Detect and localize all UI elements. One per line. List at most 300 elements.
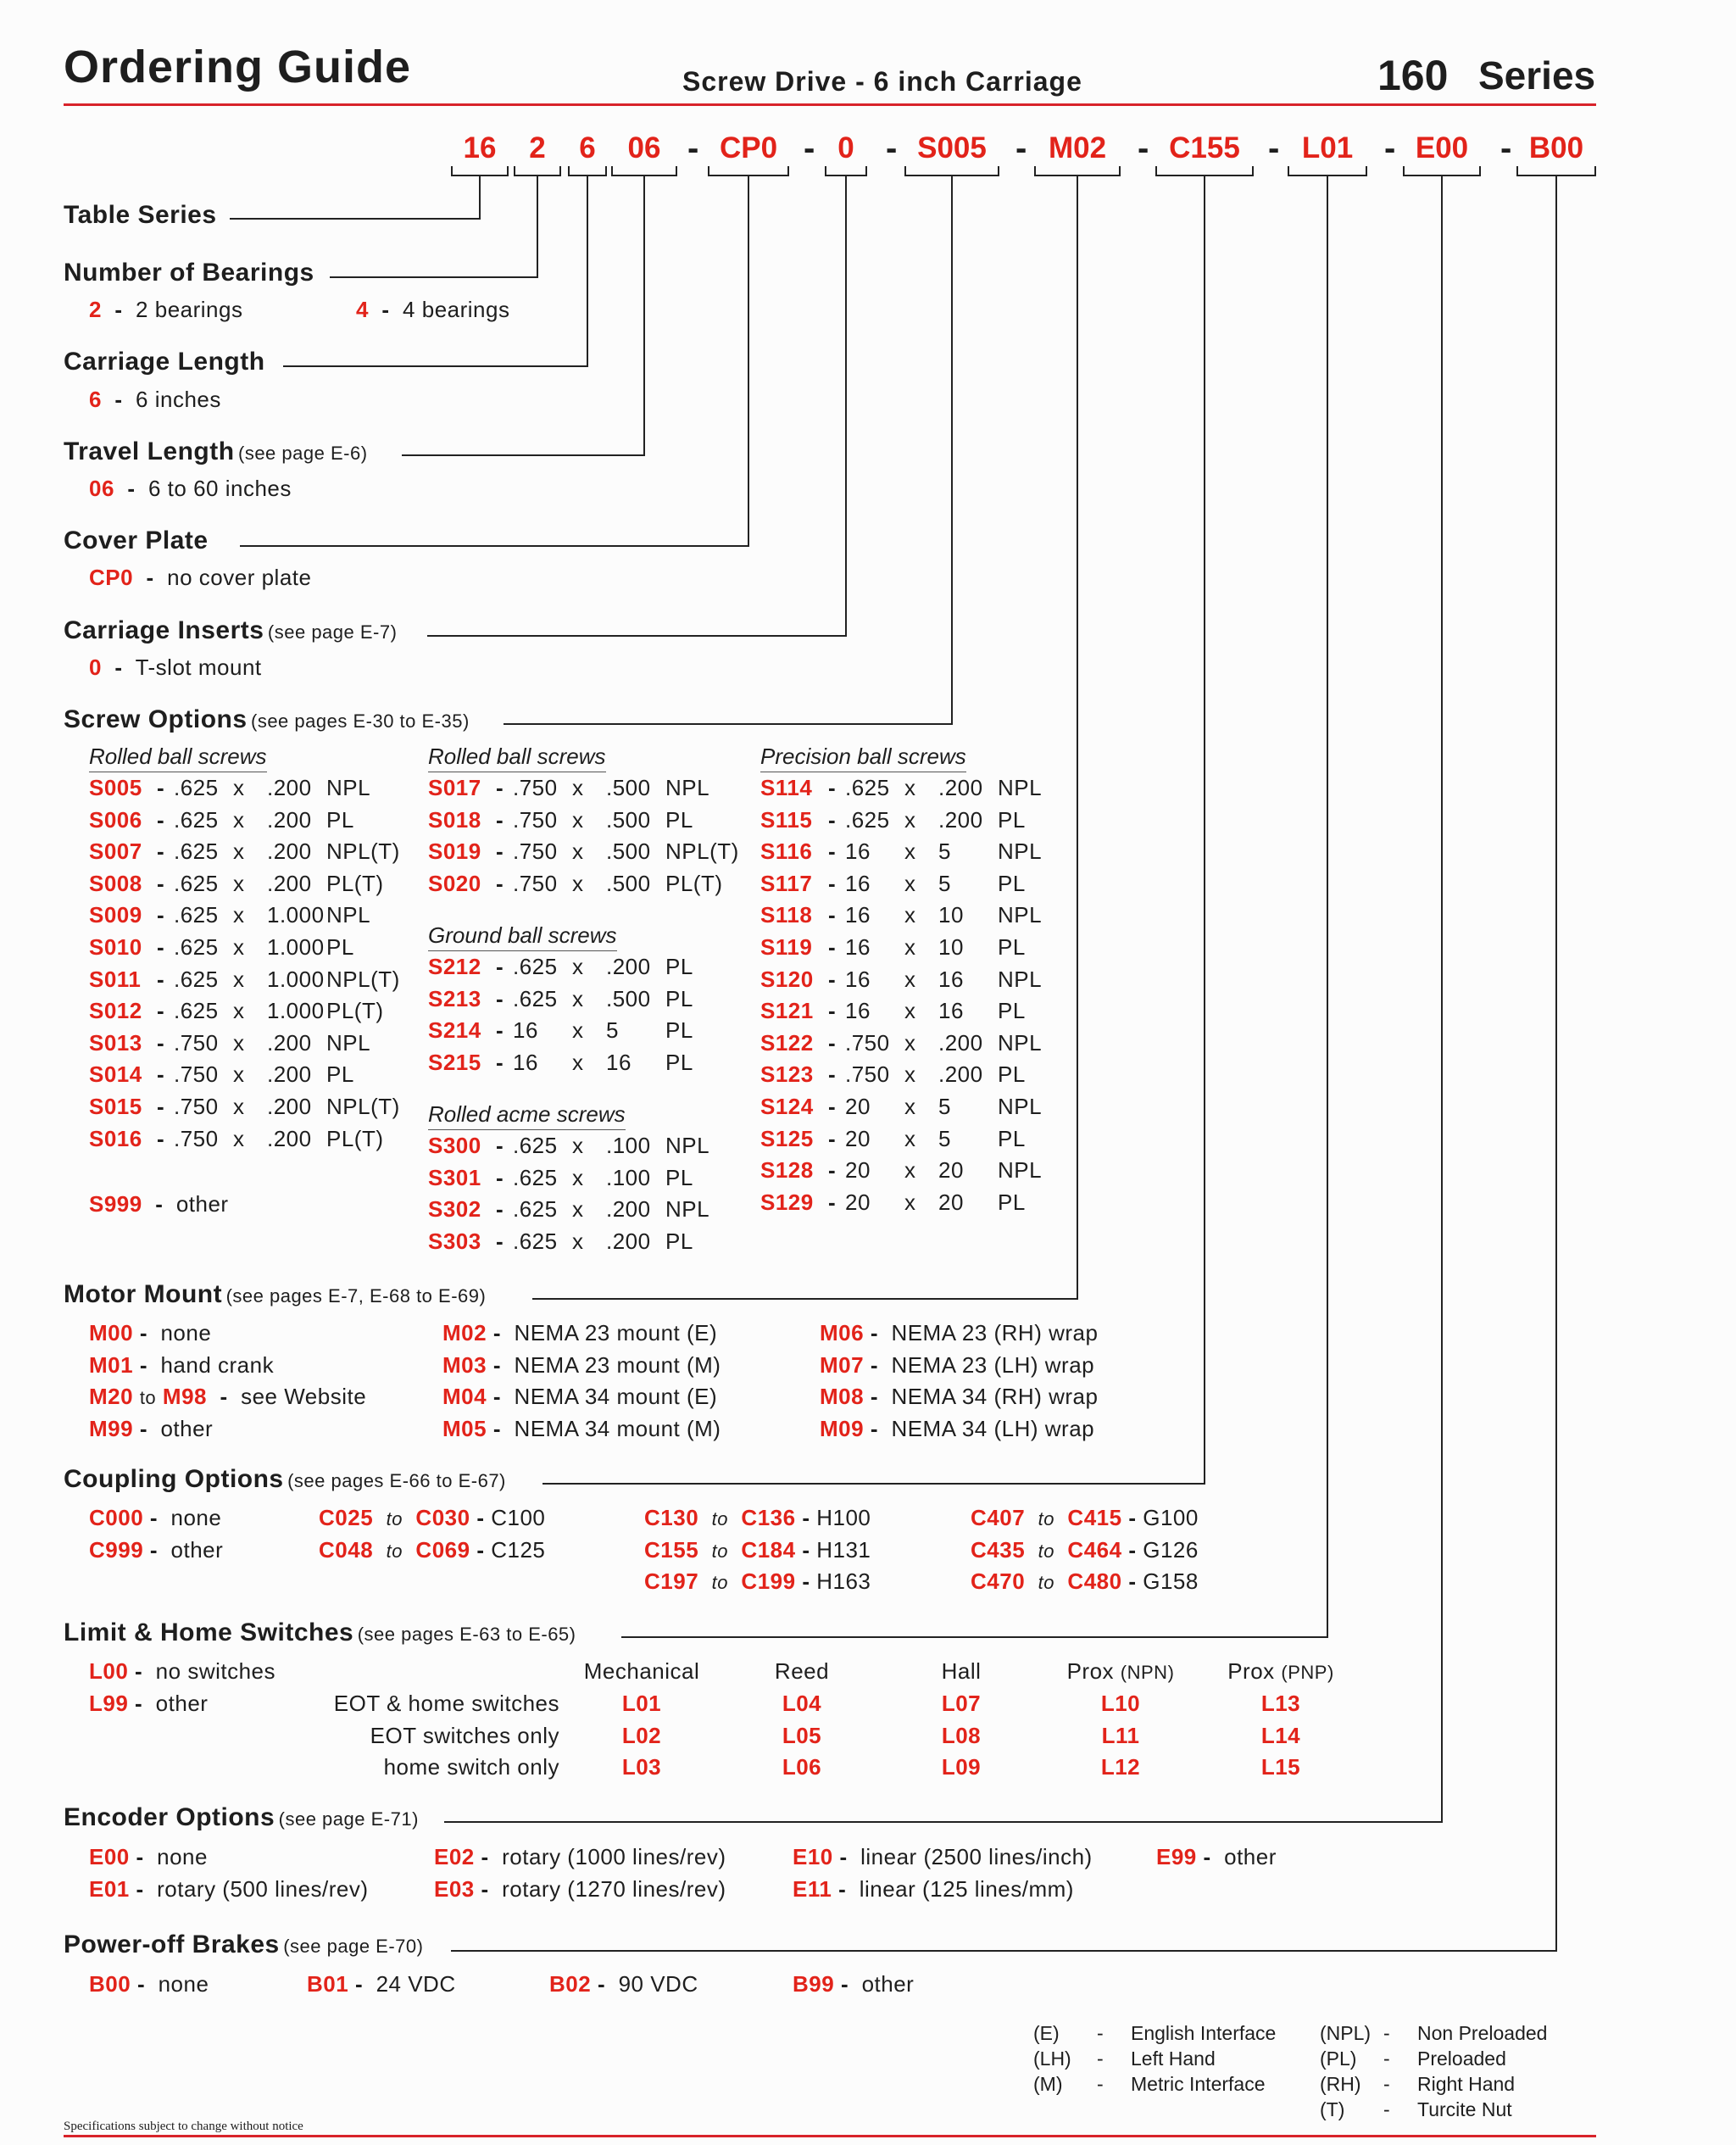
screw-d: .625: [174, 902, 219, 928]
screw-x: x: [904, 998, 916, 1024]
screw-code: S012: [89, 998, 142, 1024]
code-segment: M02: [1048, 131, 1107, 164]
legend-desc: Preloaded: [1417, 2048, 1506, 2070]
range-to: to: [386, 1540, 403, 1562]
screw-x: x: [904, 1125, 916, 1151]
leader-line: [504, 176, 952, 724]
option-sep: -: [481, 1844, 489, 1869]
option-desc: none: [157, 1844, 208, 1869]
option-code: E00: [89, 1844, 130, 1869]
screw-t: PL: [998, 1189, 1026, 1215]
legend-desc: Left Hand: [1131, 2048, 1216, 2070]
screw-x: x: [904, 902, 916, 928]
screw-code: S005: [89, 775, 142, 800]
option-desc: G158: [1143, 1568, 1199, 1595]
screw-sep: -: [828, 1094, 837, 1119]
range-to: to: [1038, 1540, 1054, 1562]
screw-sep: -: [828, 1189, 837, 1215]
option-cover-cp0: CP0 - no cover plate: [89, 565, 312, 590]
option-sep: -: [492, 1351, 501, 1378]
screw-t: PL: [998, 998, 1026, 1024]
option-sep: -: [354, 1971, 364, 1997]
screw-t: NPL(T): [326, 966, 400, 992]
option-bearings-2: 2 - 2 bearings: [89, 297, 243, 322]
screw-d: .625: [174, 775, 219, 800]
screw-x: x: [572, 1164, 584, 1190]
section-title-carriage-inserts: Carriage Inserts (see page E-7): [64, 616, 398, 644]
screw-code: S213: [428, 985, 481, 1011]
screw-code: S215: [428, 1049, 481, 1075]
screw-t: NPL: [665, 775, 710, 800]
screw-code: S114: [760, 775, 813, 800]
option-desc: G100: [1143, 1505, 1199, 1530]
option-sep: -: [1128, 1505, 1137, 1530]
coupling-option: [644, 1505, 871, 1531]
screw-code: S116: [760, 838, 813, 865]
option-sep: -: [839, 1844, 848, 1869]
screw-d: .625: [174, 838, 219, 865]
screw-t: NPL: [326, 775, 371, 800]
screw-sep: -: [157, 998, 165, 1024]
screw-t: PL: [998, 870, 1026, 896]
section-title-coupling-options: Coupling Options (see pages E-66 to E-67): [64, 1465, 506, 1493]
option-sep: -: [492, 1320, 501, 1346]
option-desc: NEMA 23 (RH) wrap: [891, 1320, 1099, 1346]
screw-l: 5: [606, 1017, 619, 1044]
screw-d: 20: [845, 1157, 871, 1184]
screw-x: x: [233, 902, 245, 928]
code-bracket: [826, 166, 866, 176]
limit-row-label: EOT switches only: [370, 1722, 559, 1748]
encoder-option: [89, 1844, 208, 1870]
legend-sep: -: [1383, 2048, 1390, 2070]
screw-x: x: [233, 1029, 245, 1056]
option-sep: -: [149, 1536, 159, 1563]
screw-l: 1.000: [267, 966, 325, 992]
screw-sep: -: [828, 966, 837, 992]
legend-desc: English Interface: [1131, 2022, 1277, 2044]
motor-option: [820, 1416, 1094, 1442]
legend-sep: -: [1383, 2098, 1390, 2120]
limit-code: L02: [621, 1722, 662, 1748]
option-code: M02: [442, 1320, 487, 1346]
option-code: E03: [434, 1876, 475, 1902]
option-desc: H163: [816, 1568, 871, 1595]
limit-code: L07: [941, 1691, 982, 1716]
limit-option: [89, 1691, 208, 1717]
encoder-option: [434, 1876, 726, 1903]
screw-d: 16: [845, 998, 871, 1024]
brake-option: [549, 1971, 698, 1997]
screw-t: PL(T): [665, 870, 723, 896]
encoder-option: [89, 1876, 369, 1903]
brake-option: [89, 1971, 209, 1997]
code-bracket: [452, 166, 508, 176]
screw-d: .750: [845, 1029, 890, 1056]
screw-t: NPL: [998, 902, 1043, 928]
screw-t: PL: [665, 1049, 693, 1075]
screw-l: .200: [267, 1125, 312, 1151]
screw-code: S018: [428, 806, 481, 833]
screw-code: S115: [760, 806, 813, 833]
limit-code: L03: [621, 1754, 662, 1780]
option-desc: none: [170, 1505, 222, 1530]
option-code: C025: [319, 1505, 374, 1530]
screw-sep: -: [157, 966, 165, 992]
screw-t: PL: [665, 806, 693, 833]
screw-sep: -: [157, 806, 165, 833]
option-desc: NEMA 34 mount (E): [514, 1384, 718, 1410]
screw-code: S125: [760, 1125, 814, 1151]
legend-sep: -: [1383, 2073, 1390, 2095]
limit-col-heading: [1188, 1658, 1374, 1685]
screw-x: x: [233, 870, 245, 896]
limit-row-label: home switch only: [383, 1754, 559, 1780]
code-bracket: [1035, 166, 1120, 176]
screw-t: PL: [665, 985, 693, 1011]
screw-d: .625: [174, 870, 219, 896]
screw-d: .750: [174, 1125, 219, 1151]
option-desc: rotary (1000 lines/rev): [502, 1844, 726, 1869]
screw-x: x: [904, 1157, 916, 1184]
screw-t: PL: [326, 934, 354, 960]
code-segment: 16: [463, 131, 497, 164]
code-segment: B00: [1528, 131, 1584, 164]
screw-code: S129: [760, 1189, 814, 1215]
section-title-limit-switches: Limit & Home Switches (see pages E-63 to E-65): [64, 1618, 576, 1646]
screw-sep: -: [496, 985, 504, 1011]
legend-abbr: (M): [1033, 2073, 1063, 2095]
motor-option: [442, 1320, 717, 1346]
screw-sep: -: [828, 1157, 837, 1184]
screw-l: 1.000: [267, 934, 325, 960]
screw-code: S008: [89, 870, 142, 896]
screw-sep: -: [496, 1228, 504, 1254]
motor-option: [820, 1384, 1098, 1410]
code-bracket: [1404, 166, 1480, 176]
screw-x: x: [904, 1189, 916, 1215]
screw-x: x: [572, 1196, 584, 1223]
screw-t: PL(T): [326, 998, 384, 1024]
coupling-option: [319, 1537, 545, 1563]
screw-l: .100: [606, 1133, 651, 1158]
option-sep: -: [870, 1415, 878, 1441]
page-title: Ordering Guide: [64, 42, 412, 92]
screw-l: .500: [606, 838, 651, 865]
limit-col-head: Reed: [774, 1658, 830, 1684]
option-desc: none: [158, 1971, 209, 1997]
screw-l: .200: [938, 775, 983, 800]
option-code: M06: [820, 1320, 865, 1346]
screw-d: 16: [513, 1049, 538, 1075]
option-code: E99: [1156, 1844, 1197, 1869]
screw-code: S121: [760, 998, 814, 1024]
legend-abbr: (LH): [1033, 2048, 1071, 2070]
section-title-carriage-length: Carriage Length: [64, 348, 265, 376]
option-desc: H131: [816, 1536, 871, 1563]
code-segment: C155: [1169, 131, 1240, 164]
option-screw-s999: S999 - other: [89, 1191, 229, 1217]
range-to: to: [1038, 1508, 1054, 1529]
code-dash: -: [1015, 130, 1027, 167]
option-code: M00: [89, 1320, 134, 1346]
limit-col-head: Prox: [1066, 1658, 1115, 1684]
screw-l: 5: [938, 870, 951, 896]
limit-code: L04: [782, 1691, 822, 1716]
option-desc: other: [1224, 1844, 1277, 1869]
screw-d: .625: [513, 1164, 558, 1190]
screw-col3-heading: Precision ball screws: [760, 744, 966, 772]
screw-d: .625: [174, 966, 219, 992]
screw-code: S214: [428, 1017, 481, 1044]
option-code: C197: [644, 1568, 699, 1595]
screw-sep: -: [157, 934, 165, 960]
option-desc: other: [861, 1971, 915, 1997]
leader-line: [330, 176, 537, 277]
screw-sep: -: [496, 1196, 504, 1223]
section-title-power-off-brakes: Power-off Brakes (see page E-70): [64, 1930, 424, 1958]
screw-d: 16: [845, 870, 871, 896]
limit-col-heading: [709, 1658, 895, 1685]
screw-code: S124: [760, 1094, 814, 1119]
screw-t: PL: [998, 1061, 1026, 1088]
limit-col-sub: (PNP): [1281, 1662, 1334, 1683]
screw-sep: -: [157, 902, 165, 928]
screw-d: .750: [513, 775, 558, 800]
encoder-option: [434, 1844, 726, 1870]
screw-l: .500: [606, 806, 651, 833]
screw-x: x: [233, 934, 245, 960]
screw-x: x: [233, 966, 245, 992]
option-code: M01: [89, 1351, 134, 1378]
screw-d: .625: [513, 954, 558, 979]
screw-sep: -: [496, 1133, 504, 1158]
screw-x: x: [233, 1094, 245, 1119]
option-sep: -: [139, 1415, 147, 1441]
option-code: E01: [89, 1876, 130, 1902]
code-segment: 0: [837, 131, 854, 164]
legend-abbr: (PL): [1320, 2048, 1357, 2070]
screw-x: x: [904, 1061, 916, 1088]
encoder-option: [793, 1876, 1074, 1903]
option-desc: hand crank: [160, 1351, 275, 1378]
screw-code: S006: [89, 806, 142, 833]
series-word: Series: [1478, 53, 1596, 98]
screw-sep: -: [496, 838, 504, 865]
screw-l: .200: [267, 806, 312, 833]
option-sep: -: [139, 1320, 147, 1346]
option-code: C184: [741, 1536, 796, 1563]
limit-col-heading: [868, 1658, 1054, 1685]
screw-x: x: [572, 1133, 584, 1158]
option-desc: rotary (500 lines/rev): [157, 1876, 369, 1902]
screw-t: NPL: [998, 966, 1043, 992]
option-sep: -: [802, 1505, 810, 1530]
screw-l: .200: [606, 954, 651, 979]
screw-t: NPL: [998, 775, 1043, 800]
code-dash: -: [886, 130, 898, 167]
code-dash: -: [1268, 130, 1280, 167]
screw-d: 16: [513, 1017, 538, 1044]
option-sep: -: [802, 1568, 810, 1595]
legend-sep: -: [1383, 2022, 1390, 2044]
option-code: L99: [89, 1690, 129, 1716]
screw-sep: -: [496, 1164, 504, 1190]
screw-code: S120: [760, 966, 814, 992]
code-segment: L01: [1301, 131, 1354, 164]
option-desc: no switches: [155, 1658, 276, 1684]
screw-sep: -: [828, 998, 837, 1024]
series-number: 160: [1377, 52, 1449, 99]
motor-option: [89, 1384, 366, 1410]
option-sep: -: [870, 1351, 878, 1378]
screw-l: .200: [267, 870, 312, 896]
option-code: C136: [741, 1505, 796, 1530]
screw-t: PL: [665, 1228, 693, 1254]
coupling-option: [971, 1505, 1199, 1531]
encoder-option: [793, 1844, 1093, 1870]
screw-d: .750: [513, 870, 558, 896]
screw-d: 16: [845, 966, 871, 992]
motor-option: [442, 1416, 721, 1442]
code-segment: E00: [1415, 131, 1469, 164]
screw-l: .200: [267, 775, 312, 800]
option-desc: linear (2500 lines/inch): [860, 1844, 1093, 1869]
page-subtitle: Screw Drive - 6 inch Carriage: [682, 66, 1082, 97]
option-code: C435: [971, 1536, 1026, 1563]
screw-sep: -: [828, 775, 837, 800]
option-sep: -: [135, 1658, 143, 1684]
screw-d: .625: [845, 775, 890, 800]
limit-col-sub: (NPN): [1120, 1662, 1175, 1683]
coupling-option: [644, 1537, 871, 1563]
screw-l: .200: [267, 1029, 312, 1056]
screw-t: PL(T): [326, 870, 384, 896]
option-desc: 24 VDC: [376, 1971, 456, 1997]
option-desc: other: [155, 1690, 209, 1716]
screw-d: .625: [513, 1228, 558, 1254]
limit-code: L09: [941, 1754, 982, 1780]
screw-code: S011: [89, 966, 142, 992]
option-code: M03: [442, 1351, 487, 1378]
screw-sep: -: [496, 775, 504, 800]
limit-code: L10: [1100, 1691, 1141, 1716]
coupling-option: [644, 1568, 871, 1595]
motor-option: [442, 1352, 721, 1379]
screw-l: .200: [267, 1061, 312, 1088]
option-desc: H100: [816, 1505, 871, 1530]
screw-t: PL: [998, 934, 1026, 960]
code-bracket: [1517, 166, 1595, 176]
leader-line: [240, 176, 748, 546]
screw-x: x: [572, 838, 584, 865]
screw-l: 1.000: [267, 902, 325, 928]
brake-option: [793, 1971, 914, 1997]
option-sep: -: [492, 1415, 501, 1441]
legend-abbr: (T): [1320, 2098, 1345, 2120]
option-desc: C100: [491, 1505, 546, 1530]
screw-acme-heading: Rolled acme screws: [428, 1101, 626, 1130]
option-code: E02: [434, 1844, 475, 1869]
option-code: M98: [162, 1384, 207, 1410]
screw-code: S123: [760, 1061, 814, 1088]
option-sep: -: [149, 1505, 159, 1530]
option-desc: see Website: [241, 1384, 367, 1410]
option-desc: C125: [491, 1536, 546, 1563]
screw-x: x: [904, 934, 916, 960]
option-desc: NEMA 34 (LH) wrap: [891, 1415, 1095, 1441]
leader-line: [427, 176, 846, 636]
option-sep: -: [136, 1876, 144, 1902]
screw-l: 16: [938, 966, 964, 992]
screw-sep: -: [496, 1049, 504, 1075]
option-code: C130: [644, 1505, 699, 1530]
screw-d: .750: [174, 1029, 219, 1056]
option-code: C407: [971, 1505, 1026, 1530]
screw-code: S300: [428, 1133, 481, 1158]
screw-sep: -: [828, 806, 837, 833]
legend-sep: -: [1097, 2022, 1104, 2044]
screw-t: NPL: [326, 902, 371, 928]
screw-x: x: [904, 870, 916, 896]
range-to: to: [386, 1508, 403, 1529]
brake-option: [307, 1971, 456, 1997]
option-code: M07: [820, 1351, 865, 1378]
screw-code: S118: [760, 902, 813, 928]
screw-t: NPL(T): [665, 838, 739, 865]
screw-sep: -: [828, 838, 837, 865]
screw-l: .200: [938, 1061, 983, 1088]
screw-x: x: [904, 838, 916, 865]
screw-x: x: [233, 1125, 245, 1151]
screw-x: x: [904, 966, 916, 992]
coupling-option: [971, 1568, 1199, 1595]
option-sep: -: [135, 1690, 143, 1716]
option-code: C155: [644, 1536, 699, 1563]
screw-l: .200: [267, 838, 312, 865]
screw-t: PL: [326, 806, 354, 833]
footer-note: Specifications subject to change without notice: [64, 2120, 303, 2133]
option-desc: NEMA 23 mount (E): [514, 1320, 718, 1346]
screw-t: NPL: [665, 1196, 710, 1223]
option-bearings-4: 4 - 4 bearings: [356, 297, 510, 322]
screw-t: PL(T): [326, 1125, 384, 1151]
code-dash: -: [804, 130, 815, 167]
option-sep: -: [802, 1536, 810, 1563]
motor-option: [442, 1384, 717, 1410]
limit-code: L15: [1260, 1754, 1301, 1780]
motor-option: [820, 1320, 1098, 1346]
legend-desc: Metric Interface: [1131, 2073, 1266, 2095]
leader-line: [283, 176, 587, 366]
screw-t: NPL(T): [326, 1094, 400, 1119]
option-desc: other: [170, 1536, 224, 1563]
code-dash: -: [1500, 130, 1512, 167]
screw-d: .625: [174, 806, 219, 833]
screw-d: 20: [845, 1125, 871, 1151]
limit-col-head: Hall: [941, 1658, 982, 1684]
option-code: B02: [549, 1971, 592, 1997]
screw-d: .750: [174, 1094, 219, 1119]
screw-l: 5: [938, 1094, 951, 1119]
screw-code: S009: [89, 902, 142, 928]
screw-d: .625: [845, 806, 890, 833]
range-to: to: [139, 1387, 157, 1409]
option-sep: -: [136, 1844, 144, 1869]
screw-code: S010: [89, 934, 142, 960]
option-sep: -: [481, 1876, 489, 1902]
limit-code: L14: [1260, 1722, 1301, 1748]
